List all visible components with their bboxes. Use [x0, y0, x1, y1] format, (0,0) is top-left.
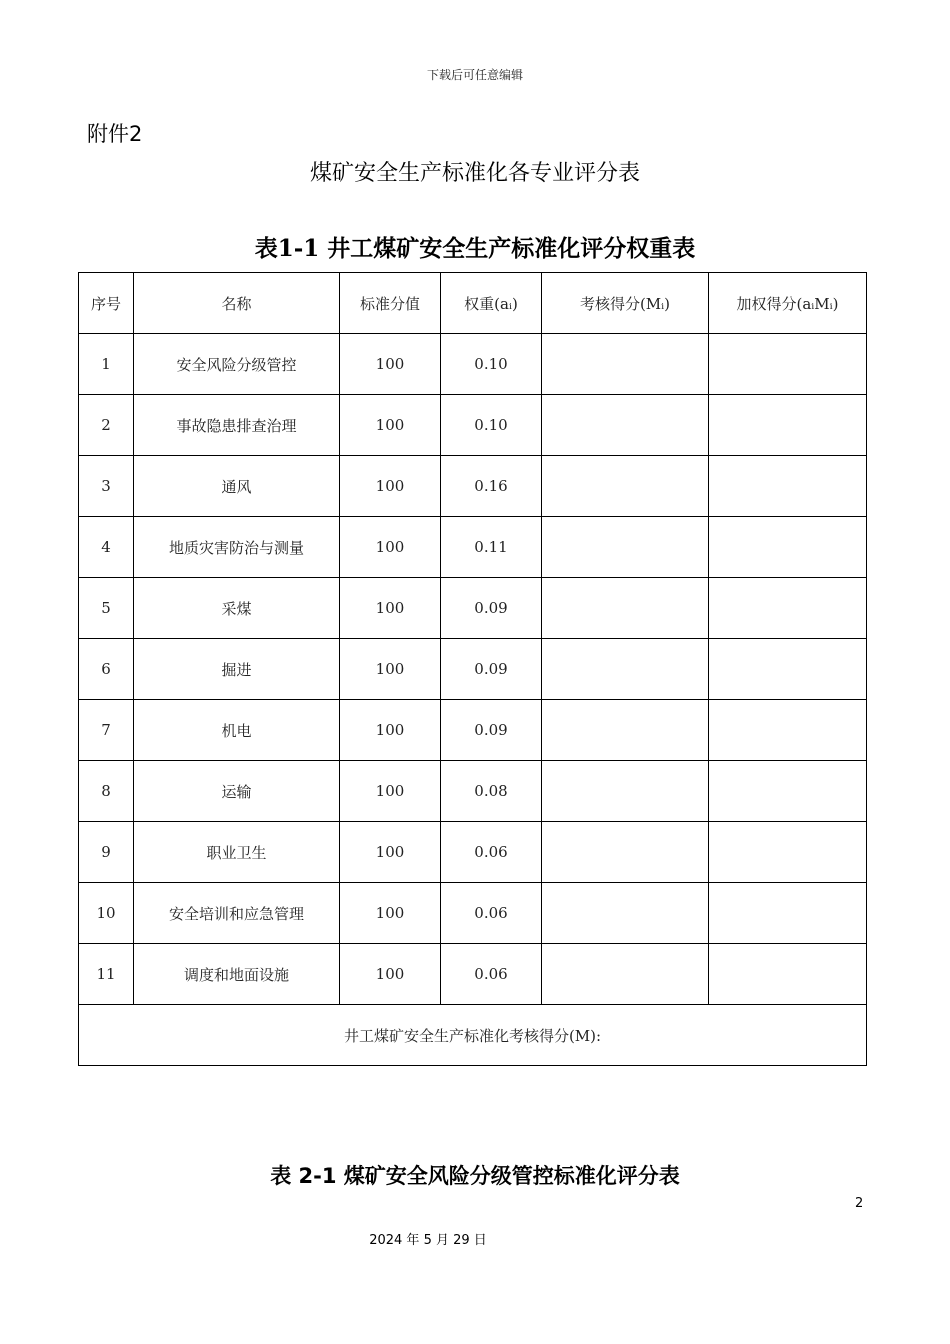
- cell-name: 安全培训和应急管理: [134, 883, 340, 944]
- cell-assessment-score: [542, 883, 709, 944]
- cell-weighted-score: [709, 334, 867, 395]
- attachment-label: 附件2: [87, 122, 143, 146]
- cell-standard-score: 100: [340, 883, 441, 944]
- cell-weighted-score: [709, 639, 867, 700]
- total-row: [79, 1005, 867, 1066]
- table-header-row: [79, 273, 867, 334]
- cell-standard-score: 100: [340, 761, 441, 822]
- header-standard-score: 标准分值: [340, 273, 441, 334]
- cell-weighted-score: [709, 456, 867, 517]
- cell-assessment-score: [542, 944, 709, 1005]
- cell-index: 8: [79, 761, 134, 822]
- table-row: [79, 822, 867, 883]
- table-row: [79, 395, 867, 456]
- cell-name: 采煤: [134, 578, 340, 639]
- cell-standard-score: 100: [340, 944, 441, 1005]
- header-weight: 权重(aᵢ): [441, 273, 542, 334]
- cell-standard-score: 100: [340, 517, 441, 578]
- cell-name: 掘进: [134, 639, 340, 700]
- table-row: [79, 700, 867, 761]
- cell-name: 安全风险分级管控: [134, 334, 340, 395]
- header-note: 下载后可任意编辑: [426, 68, 523, 82]
- cell-weighted-score: [709, 517, 867, 578]
- cell-index: 11: [79, 944, 134, 1005]
- cell-name: 事故隐患排查治理: [134, 395, 340, 456]
- cell-name: 职业卫生: [134, 822, 340, 883]
- table-row: [79, 883, 867, 944]
- cell-weighted-score: [709, 578, 867, 639]
- table-row: [79, 578, 867, 639]
- page-number: 2: [855, 1196, 864, 1211]
- cell-assessment-score: [542, 822, 709, 883]
- cell-weight: 0.09: [441, 700, 542, 761]
- table-row: [79, 517, 867, 578]
- cell-name: 通风: [134, 456, 340, 517]
- table1-title: 表1-1 井工煤矿安全生产标准化评分权重表: [254, 235, 696, 262]
- header-name: 名称: [134, 273, 340, 334]
- header-index: 序号: [79, 273, 134, 334]
- cell-weighted-score: [709, 700, 867, 761]
- table-row: [79, 334, 867, 395]
- cell-name: 运输: [134, 761, 340, 822]
- weight-score-table: [78, 272, 867, 1066]
- cell-standard-score: 100: [340, 334, 441, 395]
- cell-assessment-score: [542, 517, 709, 578]
- cell-weight: 0.06: [441, 944, 542, 1005]
- cell-name: 调度和地面设施: [134, 944, 340, 1005]
- cell-assessment-score: [542, 334, 709, 395]
- document-title: 煤矿安全生产标准化各专业评分表: [309, 161, 640, 186]
- cell-weighted-score: [709, 883, 867, 944]
- cell-index: 2: [79, 395, 134, 456]
- cell-assessment-score: [542, 395, 709, 456]
- table2-title: 表 2-1 煤矿安全风险分级管控标准化评分表: [270, 1164, 680, 1188]
- cell-index: 9: [79, 822, 134, 883]
- cell-weighted-score: [709, 822, 867, 883]
- cell-weight: 0.10: [441, 334, 542, 395]
- cell-index: 7: [79, 700, 134, 761]
- header-assessment-score: 考核得分(Mᵢ): [542, 273, 709, 334]
- total-label: 井工煤矿安全生产标准化考核得分(M):: [79, 1005, 867, 1066]
- table-row: [79, 944, 867, 1005]
- cell-assessment-score: [542, 639, 709, 700]
- cell-weighted-score: [709, 944, 867, 1005]
- cell-assessment-score: [542, 456, 709, 517]
- cell-assessment-score: [542, 578, 709, 639]
- cell-index: 3: [79, 456, 134, 517]
- cell-standard-score: 100: [340, 822, 441, 883]
- cell-weighted-score: [709, 761, 867, 822]
- cell-weight: 0.11: [441, 517, 542, 578]
- table-row: [79, 456, 867, 517]
- cell-name: 地质灾害防治与测量: [134, 517, 340, 578]
- cell-standard-score: 100: [340, 700, 441, 761]
- table-row: [79, 639, 867, 700]
- cell-index: 10: [79, 883, 134, 944]
- cell-assessment-score: [542, 700, 709, 761]
- cell-standard-score: 100: [340, 456, 441, 517]
- cell-weight: 0.09: [441, 639, 542, 700]
- cell-index: 6: [79, 639, 134, 700]
- footer-date: 2024 年 5 月 29 日: [369, 1233, 487, 1248]
- cell-index: 1: [79, 334, 134, 395]
- cell-index: 4: [79, 517, 134, 578]
- cell-weight: 0.08: [441, 761, 542, 822]
- cell-weight: 0.06: [441, 883, 542, 944]
- cell-name: 机电: [134, 700, 340, 761]
- cell-standard-score: 100: [340, 578, 441, 639]
- cell-assessment-score: [542, 761, 709, 822]
- cell-weight: 0.09: [441, 578, 542, 639]
- cell-weight: 0.06: [441, 822, 542, 883]
- table-row: [79, 761, 867, 822]
- header-weighted-score: 加权得分(aᵢMᵢ): [709, 273, 867, 334]
- cell-weight: 0.10: [441, 395, 542, 456]
- cell-standard-score: 100: [340, 639, 441, 700]
- cell-standard-score: 100: [340, 395, 441, 456]
- cell-index: 5: [79, 578, 134, 639]
- cell-weighted-score: [709, 395, 867, 456]
- cell-weight: 0.16: [441, 456, 542, 517]
